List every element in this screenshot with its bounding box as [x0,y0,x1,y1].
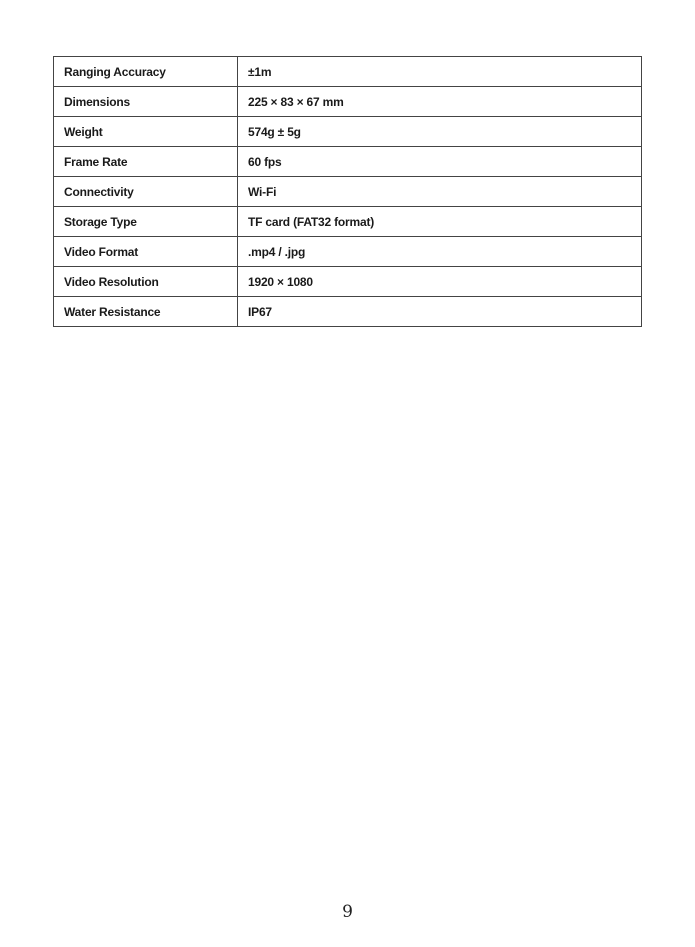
spec-label-video-format: Video Format [54,237,238,267]
table-row [54,267,642,297]
spec-value-video-resolution: 1920 × 1080 [238,267,642,297]
spec-value-video-format: .mp4 / .jpg [238,237,642,267]
spec-label-frame-rate: Frame Rate [54,147,238,177]
spec-value-ranging-accuracy: ±1m [238,57,642,87]
spec-value-frame-rate: 60 fps [238,147,642,177]
spec-label-video-resolution: Video Resolution [54,267,238,297]
spec-label-water-resistance: Water Resistance [54,297,238,327]
table-row [54,87,642,117]
spec-value-weight: 574g ± 5g [238,117,642,147]
spec-value-dimensions: 225 × 83 × 67 mm [238,87,642,117]
spec-value-connectivity: Wi-Fi [238,177,642,207]
spec-value-storage-type: TF card (FAT32 format) [238,207,642,237]
table-row [54,177,642,207]
specifications-table [53,56,642,327]
table-row [54,57,642,87]
spec-label-weight: Weight [54,117,238,147]
spec-label-ranging-accuracy: Ranging Accuracy [54,57,238,87]
table-row [54,237,642,267]
page-number: 9 [342,902,353,922]
table-row [54,147,642,177]
table-row [54,117,642,147]
spec-label-storage-type: Storage Type [54,207,238,237]
table-row [54,297,642,327]
spec-label-dimensions: Dimensions [54,87,238,117]
spec-value-water-resistance: IP67 [238,297,642,327]
table-row [54,207,642,237]
spec-label-connectivity: Connectivity [54,177,238,207]
